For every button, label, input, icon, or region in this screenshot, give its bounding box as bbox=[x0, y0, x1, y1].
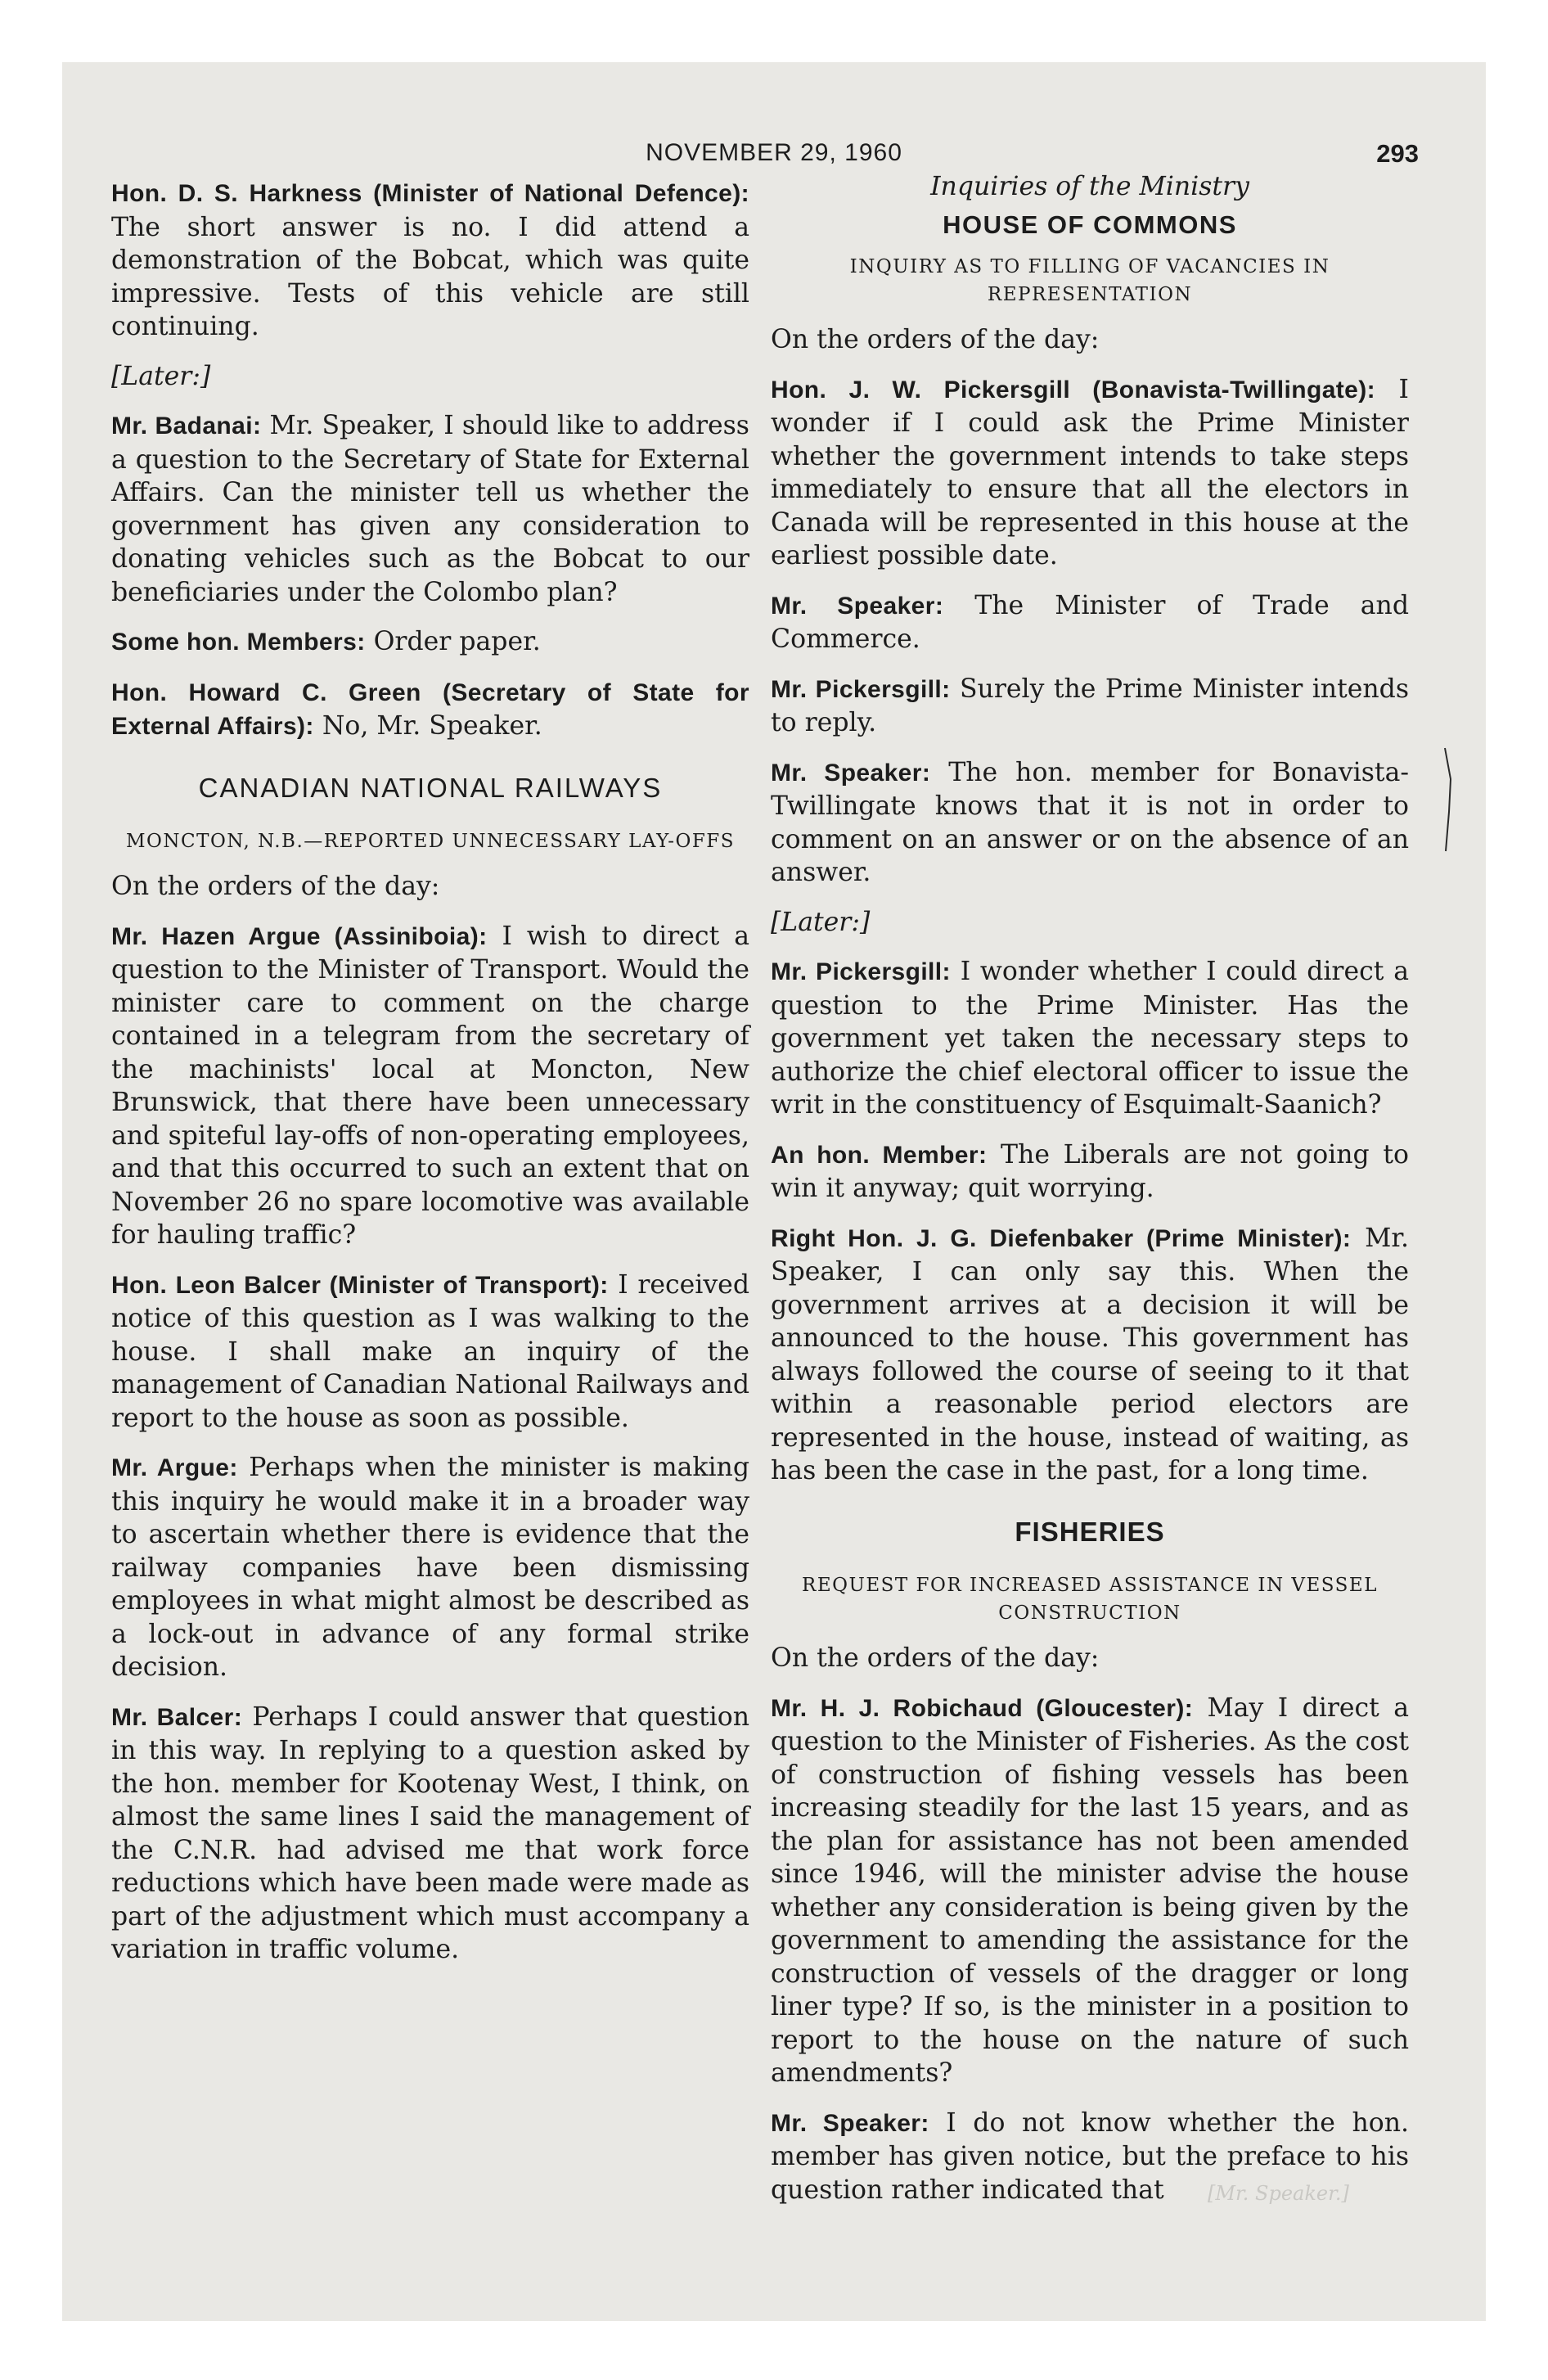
page-number: 293 bbox=[1376, 139, 1419, 168]
speech-text: Mr. Speaker, I should like to address a question to the Secretary of State for External Affairs. Can the minister tell us whether the government has given any consideration to donating vehicles such as the Bobcat to our beneficiaries under the Colombo plan? bbox=[111, 411, 749, 607]
paragraph bbox=[111, 1269, 749, 1436]
catchword: [Mr. Speaker.] bbox=[1208, 2182, 1349, 2205]
paragraph bbox=[111, 409, 749, 609]
speech-text: The hon. member for Bonavista-Twillingate knows that it is not in order to comment on an answer or on the absence of an answer. bbox=[771, 757, 1409, 887]
speech-text: The Liberals are not going to win it anyway; quit worrying. bbox=[771, 1139, 1409, 1203]
paragraph bbox=[111, 177, 749, 344]
speech-text: The Minister of Trade and Commerce. bbox=[771, 590, 1409, 654]
paragraph bbox=[771, 589, 1409, 656]
page-header bbox=[62, 139, 1486, 172]
speaker-name: Hon. D. S. Harkness (Minister of National Defence): bbox=[111, 180, 749, 207]
paragraph bbox=[111, 1701, 749, 1967]
orders-of-day: On the orders of the day: bbox=[111, 872, 440, 901]
paragraph bbox=[771, 1138, 1409, 1206]
subheading: MONCTON, N.B.—REPORTED UNNECESSARY LAY-OFFS bbox=[125, 831, 736, 852]
speech-text: Perhaps when the minister is making this inquiry he would make it in a broader way to ascertain whether there is evidence that the railway companies have been dismissing employees in what might almost be described as a lock-out in advance of any formal strike decision. bbox=[111, 1453, 749, 1682]
orders-of-day: On the orders of the day: bbox=[771, 325, 1100, 354]
running-head: Inquiries of the Ministry bbox=[930, 172, 1249, 201]
speaker-name: Hon. J. W. Pickersgill (Bonavista-Twillingate): bbox=[771, 376, 1376, 403]
speaker-name: Mr. Argue: bbox=[111, 1454, 238, 1481]
speaker-name: Mr. Speaker: bbox=[771, 592, 944, 620]
right-column bbox=[771, 170, 1409, 2223]
speaker-name: Mr. H. J. Robichaud (Gloucester): bbox=[771, 1694, 1194, 1722]
speech-text: I wish to direct a question to the Minister of Transport. Would the minister care to comment on the charge contained in a telegram from the secretary of the machinists' local at Moncton, New Brunswick, that there have been unnecessary and spiteful lay-offs of non-operating employees, and that this occurred to such an extent that on November 26 no spare locomotive was available for hauling traffic? bbox=[111, 921, 750, 1250]
left-column bbox=[111, 177, 749, 1983]
speech-text: I wonder whether I could direct a question to the Prime Minister. Has the government yet taken the necessary steps to authorize the chief electoral officer to issue the writ in the constituency of Esquimalt-Saanich? bbox=[771, 957, 1409, 1120]
speech-text: The short answer is no. I did attend a demonstration of the Bobcat, which was quite impressive. Tests of this vehicle are still continuing. bbox=[111, 212, 749, 341]
later-marker: [Later:] bbox=[111, 361, 211, 391]
house-heading: HOUSE OF COMMONS bbox=[943, 210, 1237, 239]
speech-text: I do not know whether the hon. member has given notice, but the preface to his question rather indicated that bbox=[771, 2107, 1409, 2205]
section-heading: CANADIAN NATIONAL RAILWAYS bbox=[198, 772, 663, 803]
speaker-name: Right Hon. J. G. Diefenbaker (Prime Minister): bbox=[771, 1224, 1352, 1252]
header-date: NOVEMBER 29, 1960 bbox=[646, 139, 902, 166]
speech-text: May I direct a question to the Minister of Fisheries. As the cost of construction of fishing vessels has been increasing steadily for the last 15 years, and as the plan for assistance has not been amended since 1946, will the minister advise the house whether any consideration is being given by the government to amending the assistance for the construction of vessels of the dragger or long liner type? If so, is the minister in a position to report to the house on the nature of such amendments? bbox=[771, 1693, 1409, 2088]
subheading: INQUIRY AS TO FILLING OF VACANCIES IN REPRESENTATION bbox=[849, 256, 1330, 305]
speaker-name: Mr. Speaker: bbox=[771, 2109, 929, 2137]
paragraph bbox=[771, 955, 1409, 1122]
speaker-name: Mr. Balcer: bbox=[111, 1703, 243, 1731]
paragraph bbox=[771, 373, 1409, 573]
document-page bbox=[62, 62, 1486, 2321]
paragraph bbox=[111, 676, 749, 744]
later-marker: [Later:] bbox=[771, 907, 871, 937]
speaker-name: Mr. Speaker: bbox=[771, 759, 931, 787]
speaker-name: Hon. Leon Balcer (Minister of Transport): bbox=[111, 1271, 609, 1299]
paragraph bbox=[111, 920, 749, 1252]
speaker-name: An hon. Member: bbox=[771, 1141, 988, 1169]
speech-text: I received notice of this question as I was walking to the house. I shall make an inquiry of the management of Canadian National Railways and report to the house as soon as possible. bbox=[111, 1269, 749, 1433]
paragraph bbox=[771, 673, 1409, 740]
paragraph bbox=[111, 1451, 749, 1684]
speaker-name: Hon. Howard C. Green (Secretary of State for External Affairs): bbox=[111, 678, 749, 740]
speaker-name: Mr. Hazen Argue (Assiniboia): bbox=[111, 922, 488, 950]
paragraph bbox=[771, 756, 1409, 890]
paragraph bbox=[111, 625, 749, 660]
speech-text: No, Mr. Speaker. bbox=[313, 711, 542, 741]
speech-text: Perhaps I could answer that question in this way. In replying to a question asked by the hon. member for Kootenay West, I think, on almost the same lines I said the management of the C.N.R. had advised me that work force reductions which have been made were made as part of the adjustment which must accompany a variation in traffic volume. bbox=[111, 1702, 749, 1964]
speaker-name: Mr. Badanai: bbox=[111, 412, 262, 439]
section-heading: FISHERIES bbox=[1015, 1516, 1165, 1547]
orders-of-day: On the orders of the day: bbox=[771, 1643, 1100, 1673]
speech-text: I wonder if I could ask the Prime Minister whether the government intends to take steps immediately to ensure that all the electors in Canada will be represented in this house at the earliest possible date. bbox=[771, 374, 1409, 570]
paragraph bbox=[771, 1222, 1409, 1488]
speech-text: Mr. Speaker, I can only say this. When the government arrives at a decision it will be announced to the house. This government has always followed the course of seeing to it that within a reasonable period electors are represented in the house, instead of waiting, as has been the case in the past, for a long time. bbox=[771, 1223, 1409, 1485]
subheading: REQUEST FOR INCREASED ASSISTANCE IN VESSEL CONSTRUCTION bbox=[802, 1575, 1378, 1624]
speech-text: Surely the Prime Minister intends to reply. bbox=[771, 674, 1409, 737]
speaker-name: Mr. Pickersgill: bbox=[771, 675, 951, 703]
speaker-name: Mr. Pickersgill: bbox=[771, 958, 951, 985]
paragraph bbox=[771, 1692, 1409, 2090]
margin-pen-mark bbox=[1442, 746, 1454, 853]
speaker-name: Some hon. Members: bbox=[111, 629, 366, 656]
speech-text: Order paper. bbox=[365, 627, 541, 656]
